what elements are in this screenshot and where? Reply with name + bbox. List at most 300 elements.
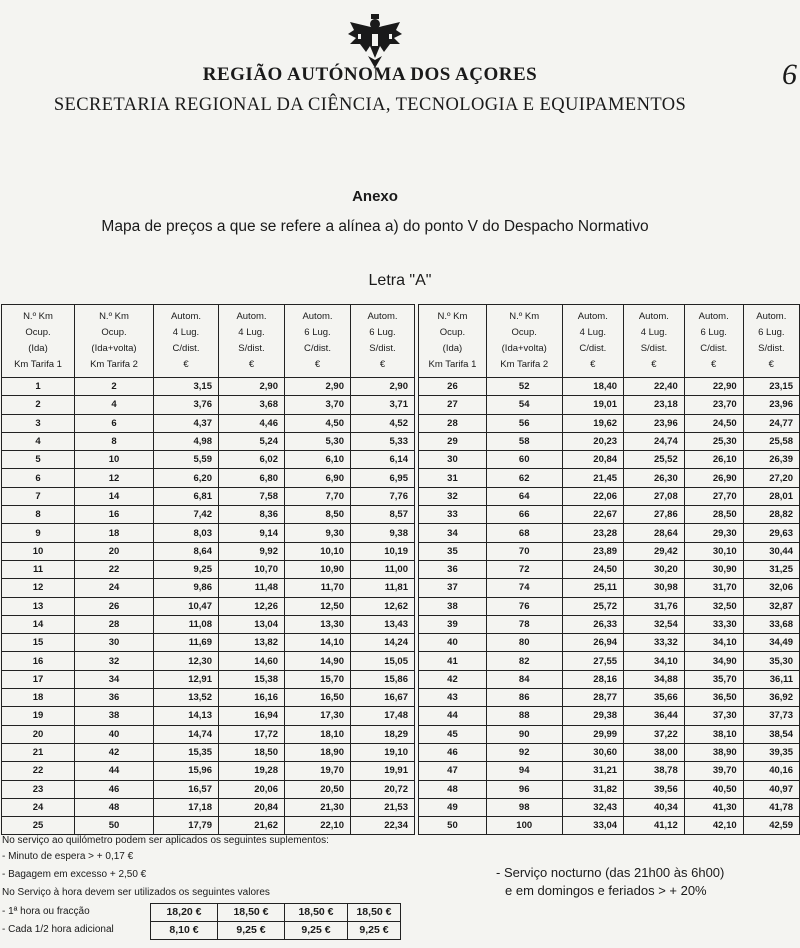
table-cell: 6,20 xyxy=(154,469,219,487)
table-cell: 32 xyxy=(419,487,487,505)
table-row xyxy=(419,780,800,798)
table-cell: 25,30 xyxy=(684,432,743,450)
table-cell: 30,10 xyxy=(684,542,743,560)
table-cell: 92 xyxy=(486,743,562,761)
table-row xyxy=(2,798,415,816)
table-cell: 48 xyxy=(419,780,487,798)
column-header: Autom. 4 Lug. C/dist. € xyxy=(154,305,219,378)
table-cell: 46 xyxy=(75,780,154,798)
table-cell: 76 xyxy=(486,597,562,615)
table-cell: 10,90 xyxy=(285,560,351,578)
table-cell: 35,66 xyxy=(624,689,685,707)
table-cell: 20 xyxy=(2,725,75,743)
table-cell: 13 xyxy=(2,597,75,615)
table-cell: 26 xyxy=(419,378,487,396)
table-cell: 6 xyxy=(2,469,75,487)
table-cell: 36,50 xyxy=(684,689,743,707)
table-cell: 15,38 xyxy=(219,670,285,688)
table-cell: 39,70 xyxy=(684,762,743,780)
table-row xyxy=(419,634,800,652)
column-header: N.º Km Ocup. (Ida) Km Tarifa 1 xyxy=(2,305,75,378)
table-cell: 28,82 xyxy=(743,506,799,524)
half-hour-label: - Cada 1/2 hora adicional xyxy=(2,924,114,935)
table-cell: 28,64 xyxy=(624,524,685,542)
table-cell: 5 xyxy=(2,451,75,469)
table-cell: 27,86 xyxy=(624,506,685,524)
table-cell: 5,59 xyxy=(154,451,219,469)
table-cell: 26,30 xyxy=(624,469,685,487)
table-cell: 4,52 xyxy=(351,414,415,432)
table-cell: 20,50 xyxy=(285,780,351,798)
table-row xyxy=(419,396,800,414)
table-cell: 26,33 xyxy=(562,615,624,633)
table-cell: 60 xyxy=(486,451,562,469)
table-cell: 11 xyxy=(2,560,75,578)
table-row xyxy=(419,615,800,633)
table-cell: 29,30 xyxy=(684,524,743,542)
table-cell: 32 xyxy=(75,652,154,670)
table-cell: 33,32 xyxy=(624,634,685,652)
table-row xyxy=(419,670,800,688)
table-cell: 16,16 xyxy=(219,689,285,707)
table-cell: 42,10 xyxy=(684,817,743,835)
hourly-service-intro: No Serviço à hora devem ser utilizados os seguintes valores xyxy=(2,887,270,898)
table-cell: 54 xyxy=(486,396,562,414)
table-cell: 18 xyxy=(75,524,154,542)
table-cell: 12,26 xyxy=(219,597,285,615)
table-cell: 15 xyxy=(2,634,75,652)
table-cell: 36 xyxy=(75,689,154,707)
table-cell: 15,05 xyxy=(351,652,415,670)
fare-table-right xyxy=(418,304,800,835)
table-cell: 21,45 xyxy=(562,469,624,487)
table-cell: 64 xyxy=(486,487,562,505)
table-cell: 47 xyxy=(419,762,487,780)
supplement-waiting-minute: - Minuto de espera > + 0,17 € xyxy=(2,851,134,862)
table-cell: 3 xyxy=(2,414,75,432)
table-cell: 44 xyxy=(75,762,154,780)
table-cell: 66 xyxy=(486,506,562,524)
column-header: Autom. 4 Lug. S/dist. € xyxy=(624,305,685,378)
table-row xyxy=(2,414,415,432)
table-cell: 19 xyxy=(2,707,75,725)
table-row xyxy=(419,798,800,816)
table-cell: 4,98 xyxy=(154,432,219,450)
table-cell: 14,60 xyxy=(219,652,285,670)
table-row xyxy=(2,524,415,542)
table-cell: 28,50 xyxy=(684,506,743,524)
table-cell: 31,76 xyxy=(624,597,685,615)
table-cell: 38,00 xyxy=(624,743,685,761)
table-cell: 31 xyxy=(419,469,487,487)
table-cell: 18,50 xyxy=(219,743,285,761)
table-cell: 37,30 xyxy=(684,707,743,725)
table-cell: 80 xyxy=(486,634,562,652)
table-cell: 90 xyxy=(486,725,562,743)
table-cell: 50 xyxy=(419,817,487,835)
first-hour-value-1: 18,20 € xyxy=(150,903,218,922)
table-cell: 12,62 xyxy=(351,597,415,615)
table-row xyxy=(419,743,800,761)
table-cell: 6,14 xyxy=(351,451,415,469)
table-cell: 30,98 xyxy=(624,579,685,597)
table-cell: 34,10 xyxy=(684,634,743,652)
table-cell: 25,58 xyxy=(743,432,799,450)
table-cell: 22 xyxy=(2,762,75,780)
first-hour-value-3: 18,50 € xyxy=(284,903,348,922)
column-header: N.º Km Ocup. (Ida+volta) Km Tarifa 2 xyxy=(75,305,154,378)
table-cell: 25,11 xyxy=(562,579,624,597)
table-cell: 16,57 xyxy=(154,780,219,798)
table-cell: 32,54 xyxy=(624,615,685,633)
table-cell: 34 xyxy=(75,670,154,688)
table-cell: 27,20 xyxy=(743,469,799,487)
table-cell: 10,10 xyxy=(285,542,351,560)
table-cell: 9 xyxy=(2,524,75,542)
table-cell: 13,82 xyxy=(219,634,285,652)
table-cell: 33,68 xyxy=(743,615,799,633)
table-cell: 12,50 xyxy=(285,597,351,615)
table-row xyxy=(419,817,800,835)
table-cell: 4,37 xyxy=(154,414,219,432)
table-cell: 4,50 xyxy=(285,414,351,432)
table-cell: 35,30 xyxy=(743,652,799,670)
table-cell: 7 xyxy=(2,487,75,505)
table-cell: 25,72 xyxy=(562,597,624,615)
table-cell: 30 xyxy=(75,634,154,652)
table-cell: 31,21 xyxy=(562,762,624,780)
table-cell: 13,43 xyxy=(351,615,415,633)
column-header: Autom. 4 Lug. S/dist. € xyxy=(219,305,285,378)
table-cell: 40,50 xyxy=(684,780,743,798)
fare-table-left xyxy=(1,304,415,835)
column-header: Autom. 4 Lug. C/dist. € xyxy=(562,305,624,378)
table-cell: 16,67 xyxy=(351,689,415,707)
table-cell: 70 xyxy=(486,542,562,560)
table-row xyxy=(419,378,800,396)
table-cell: 20,84 xyxy=(219,798,285,816)
table-cell: 21,30 xyxy=(285,798,351,816)
table-cell: 23,70 xyxy=(684,396,743,414)
table-row xyxy=(419,597,800,615)
table-cell: 13,52 xyxy=(154,689,219,707)
table-cell: 7,58 xyxy=(219,487,285,505)
table-row xyxy=(2,652,415,670)
table-cell: 40,97 xyxy=(743,780,799,798)
table-cell: 38,54 xyxy=(743,725,799,743)
column-header: Autom. 6 Lug. S/dist. € xyxy=(743,305,799,378)
table-cell: 94 xyxy=(486,762,562,780)
table-row xyxy=(419,542,800,560)
table-cell: 29,63 xyxy=(743,524,799,542)
table-cell: 2,90 xyxy=(351,378,415,396)
table-cell: 19,70 xyxy=(285,762,351,780)
table-cell: 30 xyxy=(419,451,487,469)
table-cell: 14 xyxy=(2,615,75,633)
table-cell: 8,50 xyxy=(285,506,351,524)
table-cell: 44 xyxy=(419,707,487,725)
table-cell: 12,91 xyxy=(154,670,219,688)
table-cell: 36,92 xyxy=(743,689,799,707)
table-cell: 30,44 xyxy=(743,542,799,560)
table-cell: 16 xyxy=(2,652,75,670)
table-cell: 43 xyxy=(419,689,487,707)
table-cell: 33,04 xyxy=(562,817,624,835)
table-cell: 31,70 xyxy=(684,579,743,597)
table-row xyxy=(2,707,415,725)
table-cell: 7,70 xyxy=(285,487,351,505)
table-cell: 39,35 xyxy=(743,743,799,761)
table-cell: 18,90 xyxy=(285,743,351,761)
column-header: Autom. 6 Lug. S/dist. € xyxy=(351,305,415,378)
table-cell: 8 xyxy=(75,432,154,450)
table-cell: 40 xyxy=(75,725,154,743)
table-cell: 68 xyxy=(486,524,562,542)
table-cell: 4 xyxy=(2,432,75,450)
table-cell: 10 xyxy=(75,451,154,469)
table-cell: 3,76 xyxy=(154,396,219,414)
table-cell: 15,86 xyxy=(351,670,415,688)
table-cell: 19,01 xyxy=(562,396,624,414)
table-cell: 12 xyxy=(2,579,75,597)
table-cell: 8 xyxy=(2,506,75,524)
table-row xyxy=(419,414,800,432)
table-cell: 37 xyxy=(419,579,487,597)
table-cell: 26 xyxy=(75,597,154,615)
table-cell: 24,50 xyxy=(562,560,624,578)
table-cell: 22 xyxy=(75,560,154,578)
table-cell: 46 xyxy=(419,743,487,761)
table-cell: 37,22 xyxy=(624,725,685,743)
table-cell: 29,99 xyxy=(562,725,624,743)
table-row xyxy=(2,487,415,505)
table-cell: 8,36 xyxy=(219,506,285,524)
table-cell: 4 xyxy=(75,396,154,414)
table-cell: 14,10 xyxy=(285,634,351,652)
table-cell: 18 xyxy=(2,689,75,707)
table-cell: 9,38 xyxy=(351,524,415,542)
half-hour-value-4: 9,25 € xyxy=(347,921,401,940)
table-row xyxy=(419,506,800,524)
table-cell: 6,02 xyxy=(219,451,285,469)
supplements-intro: No serviço ao quilómetro podem ser aplicados os seguintes suplementos: xyxy=(2,835,329,846)
table-cell: 19,10 xyxy=(351,743,415,761)
table-cell: 31,82 xyxy=(562,780,624,798)
table-cell: 48 xyxy=(75,798,154,816)
table-cell: 50 xyxy=(75,817,154,835)
table-cell: 11,69 xyxy=(154,634,219,652)
table-cell: 30,20 xyxy=(624,560,685,578)
table-row xyxy=(2,506,415,524)
table-cell: 84 xyxy=(486,670,562,688)
table-row xyxy=(419,560,800,578)
table-cell: 41 xyxy=(419,652,487,670)
first-hour-value-4: 18,50 € xyxy=(347,903,401,922)
table-row xyxy=(419,689,800,707)
first-hour-label: - 1ª hora ou fracção xyxy=(2,906,90,917)
table-cell: 23,89 xyxy=(562,542,624,560)
table-cell: 38,90 xyxy=(684,743,743,761)
table-cell: 24 xyxy=(2,798,75,816)
column-header: Autom. 6 Lug. C/dist. € xyxy=(684,305,743,378)
column-header: Autom. 6 Lug. C/dist. € xyxy=(285,305,351,378)
table-cell: 20,06 xyxy=(219,780,285,798)
table-cell: 8,03 xyxy=(154,524,219,542)
table-row xyxy=(2,579,415,597)
table-cell: 27,70 xyxy=(684,487,743,505)
table-cell: 3,71 xyxy=(351,396,415,414)
table-cell: 24,74 xyxy=(624,432,685,450)
table-cell: 11,00 xyxy=(351,560,415,578)
table-row xyxy=(2,780,415,798)
table-cell: 27,55 xyxy=(562,652,624,670)
table-cell: 18,29 xyxy=(351,725,415,743)
table-cell: 42,59 xyxy=(743,817,799,835)
table-cell: 32,50 xyxy=(684,597,743,615)
table-row xyxy=(2,451,415,469)
table-cell: 25 xyxy=(2,817,75,835)
table-cell: 21,53 xyxy=(351,798,415,816)
table-cell: 15,35 xyxy=(154,743,219,761)
table-cell: 22,40 xyxy=(624,378,685,396)
table-cell: 36 xyxy=(419,560,487,578)
table-cell: 7,42 xyxy=(154,506,219,524)
table-cell: 21 xyxy=(2,743,75,761)
table-cell: 62 xyxy=(486,469,562,487)
table-row xyxy=(2,469,415,487)
table-cell: 98 xyxy=(486,798,562,816)
night-service-line-2: e em domingos e feriados > + 20% xyxy=(505,883,707,898)
table-cell: 28 xyxy=(419,414,487,432)
table-cell: 23,18 xyxy=(624,396,685,414)
table-cell: 23,96 xyxy=(624,414,685,432)
table-cell: 36,11 xyxy=(743,670,799,688)
table-cell: 23,28 xyxy=(562,524,624,542)
table-cell: 88 xyxy=(486,707,562,725)
half-hour-value-3: 9,25 € xyxy=(284,921,348,940)
table-cell: 17,79 xyxy=(154,817,219,835)
table-cell: 29 xyxy=(419,432,487,450)
table-cell: 20 xyxy=(75,542,154,560)
secretariat-title: SECRETARIA REGIONAL DA CIÊNCIA, TECNOLOGIA E EQUIPAMENTOS xyxy=(53,95,687,115)
table-cell: 96 xyxy=(486,780,562,798)
half-hour-value-2: 9,25 € xyxy=(217,921,285,940)
table-cell: 32,43 xyxy=(562,798,624,816)
table-cell: 19,62 xyxy=(562,414,624,432)
table-cell: 26,39 xyxy=(743,451,799,469)
table-cell: 5,33 xyxy=(351,432,415,450)
table-row xyxy=(419,707,800,725)
table-cell: 38,78 xyxy=(624,762,685,780)
table-row xyxy=(419,469,800,487)
table-row xyxy=(2,670,415,688)
table-cell: 26,10 xyxy=(684,451,743,469)
table-cell: 14,74 xyxy=(154,725,219,743)
table-cell: 34 xyxy=(419,524,487,542)
table-cell: 38 xyxy=(419,597,487,615)
table-cell: 6,80 xyxy=(219,469,285,487)
table-cell: 17,18 xyxy=(154,798,219,816)
column-header: N.º Km Ocup. (Ida) Km Tarifa 1 xyxy=(419,305,487,378)
table-cell: 39,56 xyxy=(624,780,685,798)
page-number-mark: 6 xyxy=(782,58,797,91)
table-cell: 13,30 xyxy=(285,615,351,633)
table-cell: 17 xyxy=(2,670,75,688)
table-row xyxy=(419,725,800,743)
table-cell: 82 xyxy=(486,652,562,670)
night-service-line-1: - Serviço nocturno (das 21h00 às 6h00) xyxy=(496,865,725,880)
table-cell: 19,28 xyxy=(219,762,285,780)
table-cell: 39 xyxy=(419,615,487,633)
table-cell: 40 xyxy=(419,634,487,652)
table-cell: 2,90 xyxy=(219,378,285,396)
table-cell: 100 xyxy=(486,817,562,835)
table-cell: 8,64 xyxy=(154,542,219,560)
table-cell: 23 xyxy=(2,780,75,798)
table-cell: 11,48 xyxy=(219,579,285,597)
table-cell: 41,30 xyxy=(684,798,743,816)
annex-title: Anexo xyxy=(352,188,398,205)
table-cell: 36,44 xyxy=(624,707,685,725)
table-row xyxy=(2,817,415,835)
table-cell: 9,25 xyxy=(154,560,219,578)
table-row xyxy=(419,432,800,450)
table-cell: 12 xyxy=(75,469,154,487)
table-cell: 5,30 xyxy=(285,432,351,450)
table-cell: 16,50 xyxy=(285,689,351,707)
table-cell: 6,95 xyxy=(351,469,415,487)
table-cell: 27 xyxy=(419,396,487,414)
table-cell: 58 xyxy=(486,432,562,450)
table-row xyxy=(2,542,415,560)
table-cell: 38,10 xyxy=(684,725,743,743)
table-cell: 6,81 xyxy=(154,487,219,505)
table-cell: 22,10 xyxy=(285,817,351,835)
table-cell: 13,04 xyxy=(219,615,285,633)
table-cell: 42 xyxy=(75,743,154,761)
table-cell: 22,06 xyxy=(562,487,624,505)
table-cell: 2 xyxy=(2,396,75,414)
table-cell: 52 xyxy=(486,378,562,396)
column-header: N.º Km Ocup. (Ida+volta) Km Tarifa 2 xyxy=(486,305,562,378)
table-cell: 24,50 xyxy=(684,414,743,432)
table-cell: 28 xyxy=(75,615,154,633)
table-cell: 28,77 xyxy=(562,689,624,707)
table-cell: 23,15 xyxy=(743,378,799,396)
table-cell: 30,90 xyxy=(684,560,743,578)
table-row xyxy=(419,579,800,597)
table-cell: 4,46 xyxy=(219,414,285,432)
table-cell: 9,92 xyxy=(219,542,285,560)
table-cell: 26,94 xyxy=(562,634,624,652)
table-cell: 29,42 xyxy=(624,542,685,560)
table-cell: 34,88 xyxy=(624,670,685,688)
table-cell: 21,62 xyxy=(219,817,285,835)
table-cell: 49 xyxy=(419,798,487,816)
table-cell: 10,70 xyxy=(219,560,285,578)
table-cell: 6,10 xyxy=(285,451,351,469)
table-cell: 1 xyxy=(2,378,75,396)
table-cell: 22,34 xyxy=(351,817,415,835)
table-cell: 9,86 xyxy=(154,579,219,597)
table-cell: 10,19 xyxy=(351,542,415,560)
table-row xyxy=(419,451,800,469)
azores-crest-logo xyxy=(344,12,406,70)
table-row xyxy=(2,634,415,652)
table-row xyxy=(2,560,415,578)
table-cell: 20,72 xyxy=(351,780,415,798)
table-row xyxy=(419,524,800,542)
